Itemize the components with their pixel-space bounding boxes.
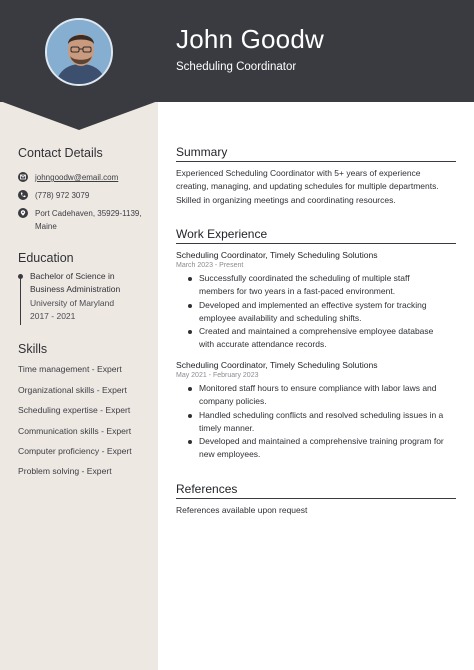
degree-line-1: Bachelor of Science in (30, 271, 115, 281)
email-icon (18, 172, 28, 182)
phone-icon (18, 190, 28, 200)
summary-text (176, 167, 459, 207)
job-bullet: Monitored staff hours to ensure compliance with labor laws and company policies. (188, 382, 458, 409)
header-notch (0, 101, 158, 131)
summary-line: Experienced Scheduling Coordinator with 5+ years of experience (176, 168, 421, 178)
skill-item: Organizational skills - Expert (18, 385, 127, 395)
degree-line-2: Business Administration (30, 284, 121, 295)
avatar (45, 18, 113, 86)
contact-phone: (778) 972 3079 (35, 191, 90, 200)
skill-item: Communication skills - Expert (18, 426, 132, 436)
skill-item: Computer proficiency - Expert (18, 446, 132, 456)
job-dates: March 2023 - Present (176, 262, 244, 269)
skill-item: Time management - Expert (18, 364, 122, 374)
skills-heading: Skills (18, 342, 48, 356)
job-bullet: Developed and implemented an effective system for tracking employee availability and scheduling shifts. (188, 299, 458, 326)
contact-address (35, 207, 142, 233)
skill-item: Scheduling expertise - Expert (18, 405, 131, 415)
experience-heading: Work Experience (176, 227, 456, 244)
job-bullet: Created and maintained a comprehensive employee database with accurate attendance records. (188, 325, 458, 352)
job-bullet: Developed and maintained a comprehensive training program for new employees. (188, 435, 458, 462)
summary-line: creating, managing, and updating schedules for multiple departments. (176, 181, 439, 192)
education-timeline-line (20, 275, 21, 325)
candidate-name: John Goodw (176, 24, 324, 54)
job-title: Scheduling Coordinator, Timely Scheduling Solutions (176, 360, 378, 370)
job-dates: May 2021 - February 2023 (176, 372, 259, 379)
job-bullet: Handled scheduling conflicts and resolved scheduling issues in a timely manner. (188, 409, 458, 436)
references-heading: References (176, 482, 456, 499)
education-timeline-dot (18, 274, 23, 279)
skill-item: Problem solving - Expert (18, 466, 112, 476)
contact-email-row[interactable] (18, 171, 150, 184)
summary-heading: Summary (176, 145, 456, 162)
job-title: Scheduling Coordinator, Timely Scheduling Solutions (176, 250, 378, 260)
education-text (30, 270, 155, 323)
education-years: 2017 - 2021 (30, 310, 76, 321)
address-line-2: Maine (35, 222, 57, 231)
education-heading: Education (18, 251, 74, 265)
summary-line: Skilled in organizing meetings and coordinating resources. (176, 194, 396, 205)
address-line-1: Port Cadehaven, 35929-1139, (35, 209, 142, 218)
references-text: References available upon request (176, 505, 308, 515)
contact-phone-row (18, 189, 150, 202)
job-bullets (188, 382, 458, 462)
contact-address-row (18, 207, 150, 233)
location-pin-icon (18, 208, 28, 218)
contact-heading: Contact Details (18, 146, 103, 160)
contact-email[interactable]: johngoodw@email.com (35, 173, 119, 182)
education-school: University of Maryland (30, 297, 115, 308)
job-bullet: Successfully coordinated the scheduling of multiple staff members for two years in a fast-paced environment. (188, 272, 458, 299)
candidate-title: Scheduling Coordinator (176, 61, 297, 73)
job-bullets (188, 272, 458, 352)
